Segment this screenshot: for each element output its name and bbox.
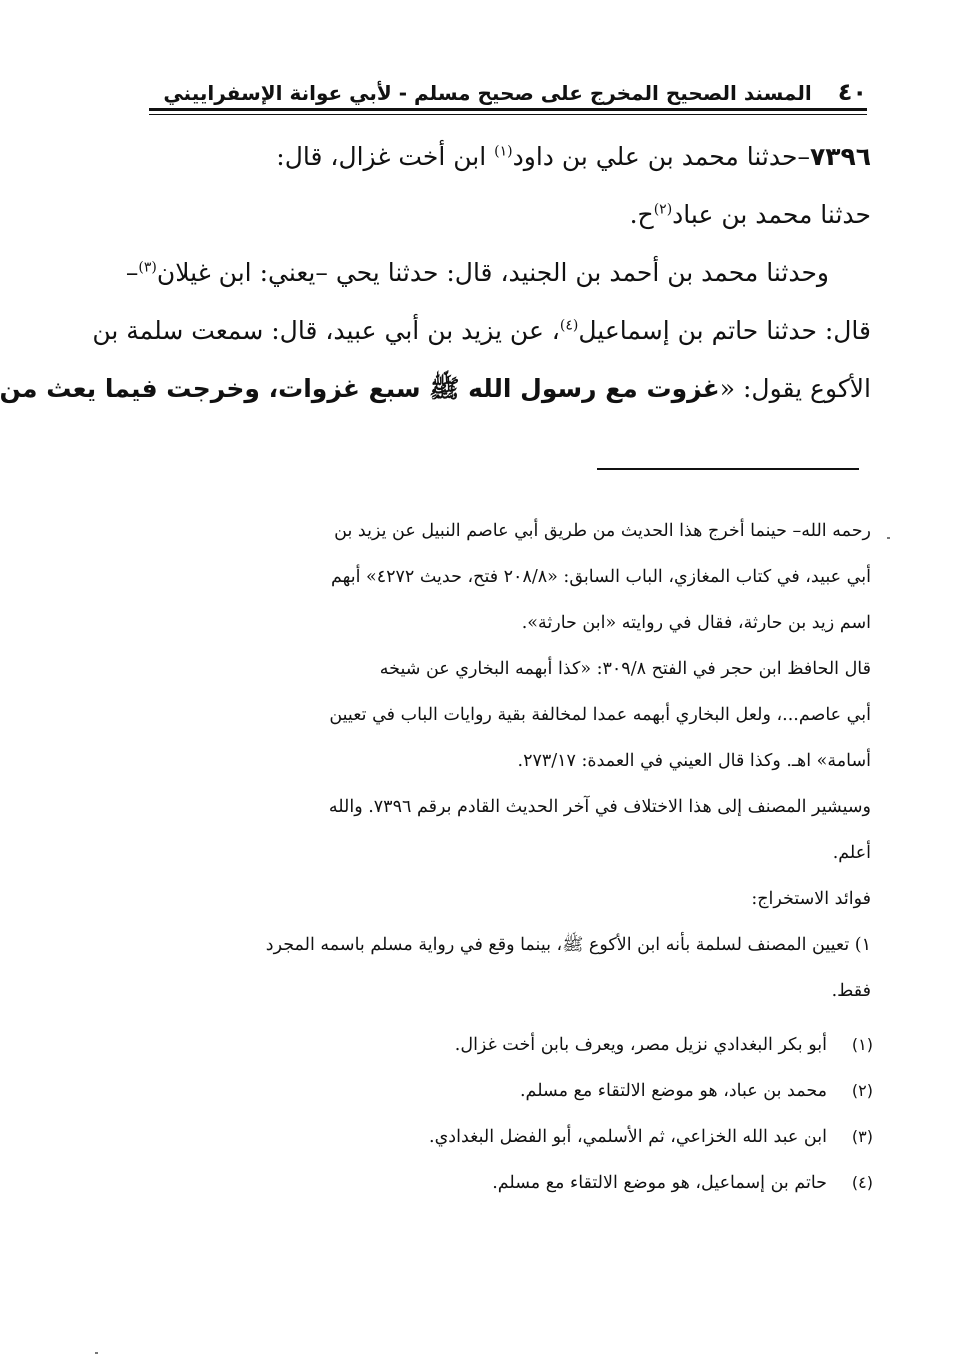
note-line: فوائد الاستخراج: [751, 889, 871, 909]
footnote-ref-4: (٤) [559, 317, 579, 334]
hadith-number: ٧٣٩٦ [809, 142, 871, 171]
footnote-item [145, 1022, 873, 1068]
footnote-ref-3: (٣) [138, 259, 157, 276]
footnote-text: ابن عبد الله الخزاعي، ثم الأسلمي، أبو الفضل البغدادي. [429, 1127, 827, 1147]
footnote-text: حاتم بن إسماعيل، هو موضع الالتقاء مع مسلم. [492, 1173, 827, 1193]
note-line: قال الحافظ ابن حجر في الفتح ٣٠٩/٨: «كذا أبهمه البخاري عن شيخه [379, 659, 871, 679]
main-line-4 [92, 302, 871, 360]
main-line-2 [147, 186, 871, 244]
note-line: وسيشير المصنف إلى هذا الاختلاف في آخر الحديث القادم برقم ٧٣٩٦. والله [328, 797, 871, 817]
main-line-5 [0, 360, 871, 418]
footnote-mark: (٤) [851, 1173, 873, 1192]
footnote-mark: (٣) [851, 1127, 873, 1146]
main-line-1-tail: ابن أخت غزال، قال: [276, 142, 495, 171]
running-title: المسند الصحيح المخرج على صحيح مسلم - لأبي عوانة الإسفراييني [163, 81, 812, 105]
main-line-3-tail: – [125, 258, 139, 287]
page-number: ٤٠ [837, 78, 867, 106]
note-line: أعلم. [832, 843, 871, 863]
main-text [0, 128, 871, 418]
footnote-text: أبو بكر البغدادي نزيل مصر، ويعرف بابن أخت غزال. [454, 1035, 827, 1055]
main-line-3-text: وحدثنا محمد بن أحمد بن الجنيد، قال: حدثنا يحي –يعني: ابن غيلان [156, 258, 829, 287]
main-line-2-text: حدثنا محمد بن عباد [672, 200, 871, 229]
scan-speck [95, 1352, 98, 1354]
main-line-3 [125, 244, 871, 302]
main-line-1 [147, 128, 871, 186]
note-line: أبي عاصم...، ولعل البخاري أبهمه عمدا لمخالفة بقية روايات الباب في تعيين [329, 705, 871, 725]
note-line: ١) تعيين المصنف لسلمة بأنه ابن الأكوع ﷺ، بينما وقع في رواية مسلم باسمه المجرد [265, 935, 871, 955]
header-rule-thin [149, 114, 867, 115]
scan-speck [887, 537, 890, 539]
footnote-ref-2: (٢) [653, 201, 673, 218]
note-line: أسامة» اهـ. وكذا قال العيني في العمدة: ٢٧٣/١٧. [517, 751, 871, 771]
footnote-mark: (١) [851, 1035, 873, 1054]
note-line: رحمه الله– حينما أخرج هذا الحديث من طريق أبي عاصم النبيل عن يزيد بن [334, 521, 871, 541]
main-line-4-text: قال: حدثنا حاتم بن إسماعيل [578, 316, 871, 345]
note-line: اسم زيد بن حارثة، فقال في روايته «ابن حارثة». [521, 613, 871, 633]
footnote-item [145, 1160, 873, 1206]
footnote-item [145, 1068, 873, 1114]
footnote-mark: (٢) [851, 1081, 873, 1100]
header-rule-thick [149, 108, 867, 111]
note-line: أبي عبيد، في كتاب المغازي، الباب السابق: «٢٠٨/٨ فتح، حديث ٤٢٧٢» أبهم [330, 567, 871, 587]
footnote-text: محمد بن عباد، هو موضع الالتقاء مع مسلم. [519, 1081, 827, 1101]
main-line-4-tail: ، عن يزيد بن أبي عبيد، قال: سمعت سلمة بن [92, 316, 560, 345]
commentary-block [145, 508, 871, 1014]
main-line-5-text: الأكوع يقول: « [719, 374, 871, 403]
footnotes-list [145, 1022, 873, 1206]
main-line-2-tail: ح. [629, 200, 654, 229]
footnote-ref-1: (١) [494, 143, 513, 160]
footnote-separator [597, 468, 859, 470]
note-line: فقط. [831, 981, 871, 1001]
main-line-1-text: –حدثنا محمد بن علي بن داود [512, 142, 810, 171]
footnote-item [145, 1114, 873, 1160]
running-header [149, 78, 867, 106]
main-line-5-bold: غزوت مع رسول الله ﷺ سبع غزوات، وخرجت فيما يعث من [0, 374, 720, 403]
